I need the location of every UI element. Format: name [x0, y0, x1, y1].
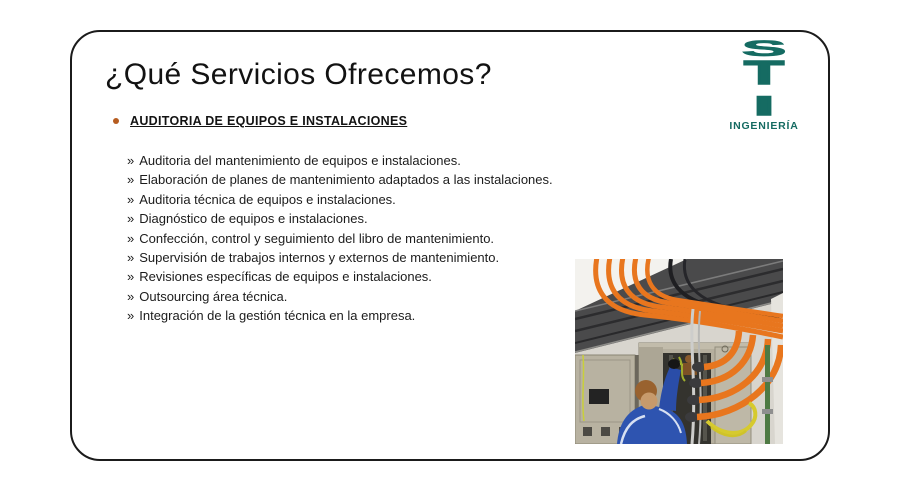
logo-subtitle: INGENIERÍA — [729, 120, 799, 132]
logo-letter-t: T — [744, 53, 784, 92]
chevron-marker-icon: » — [127, 153, 135, 168]
chevron-marker-icon: » — [127, 211, 135, 227]
chevron-marker-icon: » — [127, 191, 135, 207]
list-item-text: Diagnóstico de equipos e instalaciones. — [139, 211, 368, 227]
sti-logo — [712, 36, 816, 132]
list-item — [127, 190, 607, 209]
logo-letter-i: I — [753, 91, 775, 118]
bullet-dot-icon — [113, 118, 119, 124]
list-item-text: Supervisión de trabajos internos y externos de mantenimiento. — [139, 250, 500, 266]
chevron-marker-icon: » — [127, 250, 135, 266]
list-item — [127, 209, 607, 228]
chevron-marker-icon: » — [127, 230, 135, 246]
chevron-marker-icon: » — [127, 288, 135, 304]
section-heading: AUDITORIA DE EQUIPOS E INSTALACIONES — [130, 114, 408, 128]
list-item — [127, 267, 607, 286]
sti-logo-mark — [714, 36, 814, 118]
list-item — [127, 229, 607, 248]
list-item — [127, 248, 607, 267]
list-item — [127, 170, 607, 189]
logo-letter-s: S — [741, 36, 787, 61]
list-item — [127, 151, 607, 170]
list-item-text: Elaboración de planes de mantenimiento adaptados a las instalaciones. — [139, 172, 553, 188]
chevron-marker-icon: » — [127, 172, 135, 188]
installation-photo-illustration — [575, 259, 783, 444]
chevron-marker-icon: » — [127, 269, 135, 285]
chevron-marker-icon: » — [127, 308, 135, 324]
list-item-text: Integración de la gestión técnica en la empresa. — [139, 308, 416, 324]
installation-photo — [575, 259, 783, 444]
slide-title: ¿Qué Servicios Ofrecemos? — [105, 58, 492, 91]
list-item-text: Auditoria técnica de equipos e instalaciones. — [139, 191, 396, 207]
list-item-text: Auditoria del mantenimiento de equipos e instalaciones. — [139, 153, 461, 168]
list-item-text: Confección, control y seguimiento del libro de mantenimiento. — [139, 230, 495, 246]
service-list — [127, 151, 607, 326]
list-item — [127, 287, 607, 306]
list-item-text: Revisiones específicas de equipos e instalaciones. — [139, 269, 432, 285]
section-heading-row — [113, 114, 407, 128]
slide-card — [70, 30, 830, 461]
list-item — [127, 306, 607, 325]
list-item-text: Outsourcing área técnica. — [139, 288, 288, 304]
